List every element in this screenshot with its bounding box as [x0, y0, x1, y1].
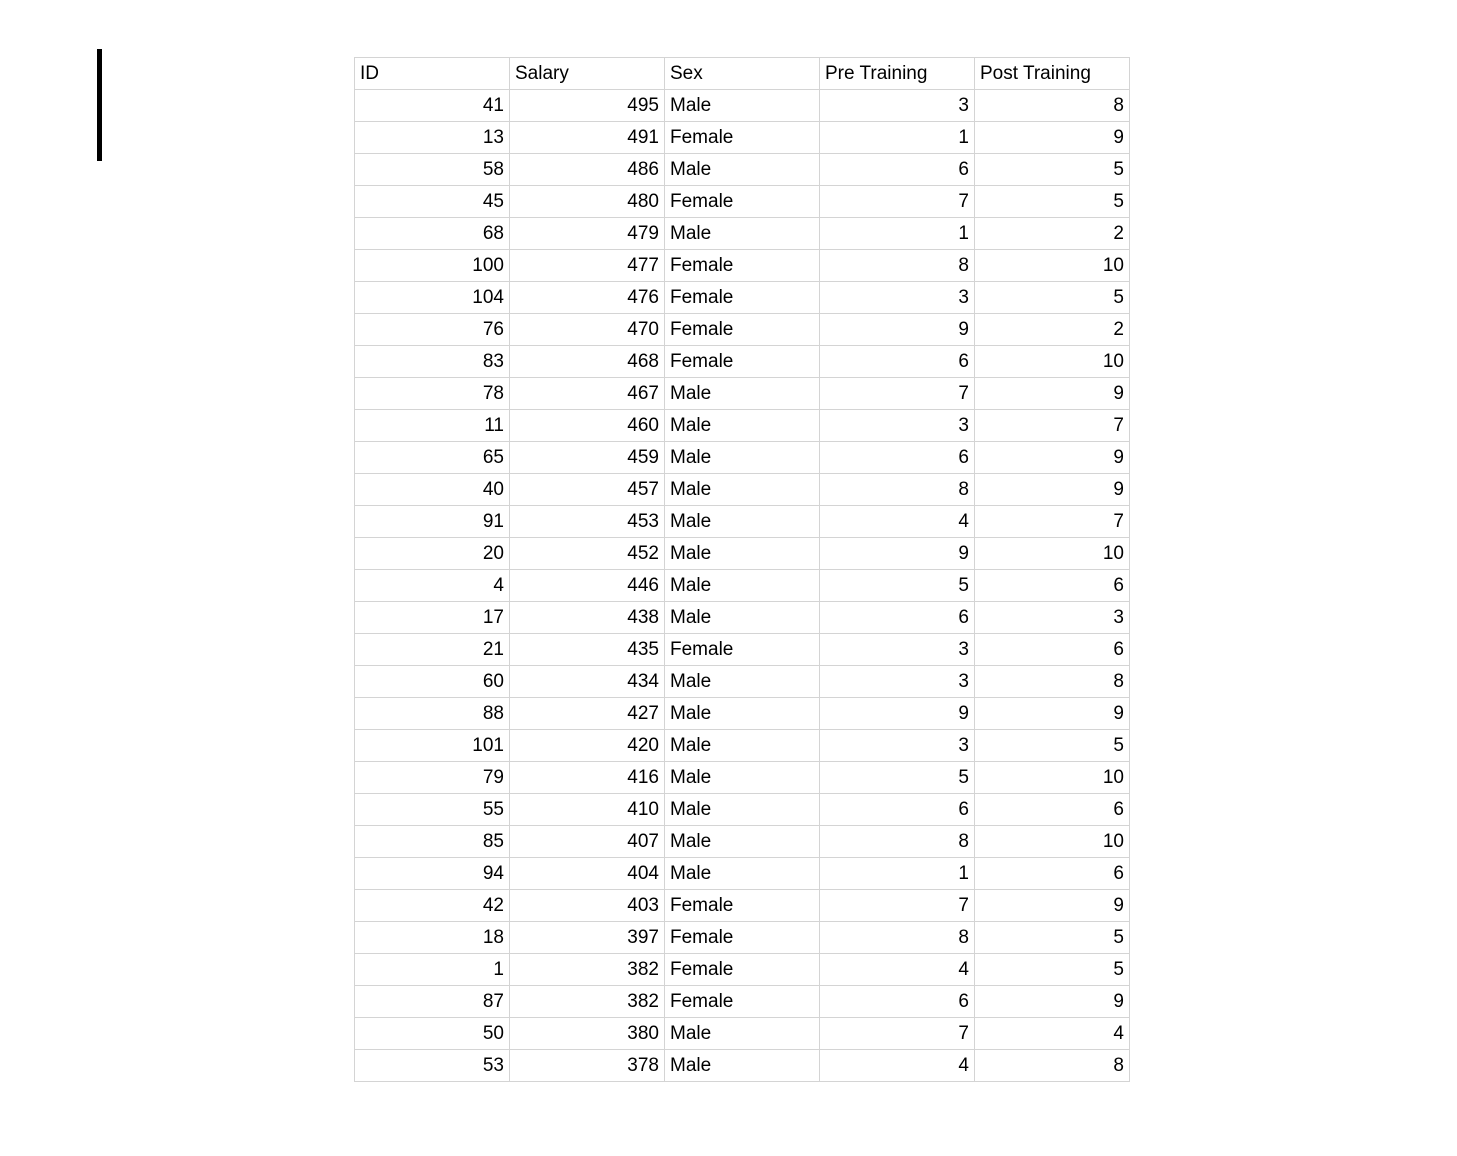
pre-training-cell[interactable]: 4	[820, 1050, 975, 1082]
sex-cell[interactable]: Male	[665, 826, 820, 858]
post-training-cell[interactable]: 10	[975, 826, 1130, 858]
pre-training-cell[interactable]: 3	[820, 90, 975, 122]
id-cell[interactable]: 11	[355, 410, 510, 442]
salary-cell[interactable]: 457	[510, 474, 665, 506]
pre-training-cell[interactable]: 7	[820, 890, 975, 922]
pre-training-cell[interactable]: 8	[820, 826, 975, 858]
pre-training-cell[interactable]: 8	[820, 474, 975, 506]
post-training-cell[interactable]: 6	[975, 858, 1130, 890]
id-cell[interactable]: 65	[355, 442, 510, 474]
table-row	[355, 762, 1130, 794]
salary-cell[interactable]: 382	[510, 954, 665, 986]
post-training-cell[interactable]: 9	[975, 986, 1130, 1018]
salary-cell[interactable]: 420	[510, 730, 665, 762]
pre-training-cell[interactable]: 6	[820, 602, 975, 634]
table-row	[355, 506, 1130, 538]
sex-cell[interactable]: Male	[665, 474, 820, 506]
post-training-cell[interactable]: 5	[975, 954, 1130, 986]
pre-training-cell[interactable]: 1	[820, 218, 975, 250]
id-cell[interactable]: 101	[355, 730, 510, 762]
table-row	[355, 890, 1130, 922]
table-row	[355, 922, 1130, 954]
id-cell[interactable]: 60	[355, 666, 510, 698]
salary-cell[interactable]: 382	[510, 986, 665, 1018]
post-training-cell[interactable]: 5	[975, 282, 1130, 314]
id-cell[interactable]: 91	[355, 506, 510, 538]
salary-cell[interactable]: 467	[510, 378, 665, 410]
post-training-cell[interactable]: 7	[975, 506, 1130, 538]
table-row	[355, 602, 1130, 634]
post-training-cell[interactable]: 10	[975, 250, 1130, 282]
pre-training-cell[interactable]: 3	[820, 666, 975, 698]
sex-cell[interactable]: Male	[665, 570, 820, 602]
post-training-cell[interactable]: 9	[975, 698, 1130, 730]
salary-cell[interactable]: 452	[510, 538, 665, 570]
table-row	[355, 794, 1130, 826]
column-header-salary[interactable]: Salary	[510, 58, 665, 90]
sex-cell[interactable]: Male	[665, 506, 820, 538]
pre-training-cell[interactable]: 9	[820, 698, 975, 730]
column-header-pre-training[interactable]: Pre Training	[820, 58, 975, 90]
pre-training-cell[interactable]: 8	[820, 922, 975, 954]
post-training-cell[interactable]: 10	[975, 538, 1130, 570]
salary-cell[interactable]: 434	[510, 666, 665, 698]
sex-cell[interactable]: Male	[665, 858, 820, 890]
sex-cell[interactable]: Female	[665, 122, 820, 154]
pre-training-cell[interactable]: 7	[820, 378, 975, 410]
sex-cell[interactable]: Male	[665, 698, 820, 730]
table-row	[355, 410, 1130, 442]
table-header	[355, 58, 1130, 90]
id-cell[interactable]: 40	[355, 474, 510, 506]
table-row	[355, 826, 1130, 858]
post-training-cell[interactable]: 8	[975, 1050, 1130, 1082]
pre-training-cell[interactable]: 6	[820, 986, 975, 1018]
table-row	[355, 666, 1130, 698]
sex-cell[interactable]: Male	[665, 378, 820, 410]
table-row	[355, 186, 1130, 218]
post-training-cell[interactable]: 4	[975, 1018, 1130, 1050]
sex-cell[interactable]: Male	[665, 602, 820, 634]
post-training-cell[interactable]: 6	[975, 634, 1130, 666]
id-cell[interactable]: 21	[355, 634, 510, 666]
sex-cell[interactable]: Male	[665, 538, 820, 570]
pre-training-cell[interactable]: 6	[820, 442, 975, 474]
table-row	[355, 90, 1130, 122]
table-row	[355, 250, 1130, 282]
sex-cell[interactable]: Female	[665, 282, 820, 314]
salary-cell[interactable]: 477	[510, 250, 665, 282]
sex-cell[interactable]: Female	[665, 954, 820, 986]
text-cursor-bar	[97, 49, 102, 161]
sex-cell[interactable]: Male	[665, 730, 820, 762]
post-training-cell[interactable]: 10	[975, 346, 1130, 378]
post-training-cell[interactable]: 9	[975, 442, 1130, 474]
pre-training-cell[interactable]: 8	[820, 250, 975, 282]
post-training-cell[interactable]: 9	[975, 474, 1130, 506]
table-body	[355, 90, 1130, 1082]
pre-training-cell[interactable]: 6	[820, 154, 975, 186]
sex-cell[interactable]: Female	[665, 634, 820, 666]
salary-cell[interactable]: 404	[510, 858, 665, 890]
table-row	[355, 698, 1130, 730]
table-row	[355, 538, 1130, 570]
salary-cell[interactable]: 453	[510, 506, 665, 538]
salary-cell[interactable]: 479	[510, 218, 665, 250]
post-training-cell[interactable]: 6	[975, 794, 1130, 826]
id-cell[interactable]: 88	[355, 698, 510, 730]
post-training-cell[interactable]: 8	[975, 90, 1130, 122]
pre-training-cell[interactable]: 4	[820, 506, 975, 538]
pre-training-cell[interactable]: 9	[820, 314, 975, 346]
id-cell[interactable]: 94	[355, 858, 510, 890]
pre-training-cell[interactable]: 3	[820, 282, 975, 314]
id-cell[interactable]: 87	[355, 986, 510, 1018]
salary-cell[interactable]: 459	[510, 442, 665, 474]
sex-cell[interactable]: Male	[665, 666, 820, 698]
id-cell[interactable]: 17	[355, 602, 510, 634]
salary-cell[interactable]: 486	[510, 154, 665, 186]
table-row	[355, 378, 1130, 410]
id-cell[interactable]: 13	[355, 122, 510, 154]
id-cell[interactable]: 85	[355, 826, 510, 858]
post-training-cell[interactable]: 10	[975, 762, 1130, 794]
sex-cell[interactable]: Male	[665, 762, 820, 794]
post-training-cell[interactable]: 6	[975, 570, 1130, 602]
sex-cell[interactable]: Male	[665, 410, 820, 442]
table-row	[355, 634, 1130, 666]
salary-cell[interactable]: 435	[510, 634, 665, 666]
post-training-cell[interactable]: 8	[975, 666, 1130, 698]
salary-cell[interactable]: 491	[510, 122, 665, 154]
post-training-cell[interactable]: 9	[975, 378, 1130, 410]
pre-training-cell[interactable]: 7	[820, 186, 975, 218]
id-cell[interactable]: 78	[355, 378, 510, 410]
id-cell[interactable]: 41	[355, 90, 510, 122]
sex-cell[interactable]: Female	[665, 986, 820, 1018]
sex-cell[interactable]: Male	[665, 1050, 820, 1082]
salary-cell[interactable]: 403	[510, 890, 665, 922]
table-row	[355, 1050, 1130, 1082]
salary-cell[interactable]: 480	[510, 186, 665, 218]
post-training-cell[interactable]: 3	[975, 602, 1130, 634]
salary-cell[interactable]: 380	[510, 1018, 665, 1050]
id-cell[interactable]: 104	[355, 282, 510, 314]
table-row	[355, 474, 1130, 506]
id-cell[interactable]: 100	[355, 250, 510, 282]
pre-training-cell[interactable]: 7	[820, 1018, 975, 1050]
id-cell[interactable]: 76	[355, 314, 510, 346]
table-row	[355, 1018, 1130, 1050]
id-cell[interactable]: 53	[355, 1050, 510, 1082]
salary-cell[interactable]: 438	[510, 602, 665, 634]
id-cell[interactable]: 50	[355, 1018, 510, 1050]
salary-cell[interactable]: 378	[510, 1050, 665, 1082]
sex-cell[interactable]: Male	[665, 218, 820, 250]
column-header-sex[interactable]: Sex	[665, 58, 820, 90]
table-row	[355, 122, 1130, 154]
pre-training-cell[interactable]: 1	[820, 122, 975, 154]
salary-cell[interactable]: 407	[510, 826, 665, 858]
post-training-cell[interactable]: 5	[975, 922, 1130, 954]
post-training-cell[interactable]: 5	[975, 186, 1130, 218]
table-row	[355, 346, 1130, 378]
post-training-cell[interactable]: 5	[975, 730, 1130, 762]
id-cell[interactable]: 68	[355, 218, 510, 250]
sex-cell[interactable]: Female	[665, 314, 820, 346]
pre-training-cell[interactable]: 6	[820, 346, 975, 378]
salary-cell[interactable]: 416	[510, 762, 665, 794]
pre-training-cell[interactable]: 3	[820, 634, 975, 666]
id-cell[interactable]: 20	[355, 538, 510, 570]
pre-training-cell[interactable]: 4	[820, 954, 975, 986]
post-training-cell[interactable]: 7	[975, 410, 1130, 442]
id-cell[interactable]: 18	[355, 922, 510, 954]
post-training-cell[interactable]: 2	[975, 218, 1130, 250]
id-cell[interactable]: 58	[355, 154, 510, 186]
salary-cell[interactable]: 410	[510, 794, 665, 826]
salary-cell[interactable]: 495	[510, 90, 665, 122]
pre-training-cell[interactable]: 1	[820, 858, 975, 890]
id-cell[interactable]: 83	[355, 346, 510, 378]
table-row	[355, 442, 1130, 474]
column-header-id[interactable]: ID	[355, 58, 510, 90]
id-cell[interactable]: 42	[355, 890, 510, 922]
sex-cell[interactable]: Male	[665, 154, 820, 186]
id-cell[interactable]: 4	[355, 570, 510, 602]
salary-cell[interactable]: 446	[510, 570, 665, 602]
post-training-cell[interactable]: 5	[975, 154, 1130, 186]
post-training-cell[interactable]: 2	[975, 314, 1130, 346]
salary-cell[interactable]: 427	[510, 698, 665, 730]
pre-training-cell[interactable]: 3	[820, 730, 975, 762]
salary-cell[interactable]: 476	[510, 282, 665, 314]
column-header-post-training[interactable]: Post Training	[975, 58, 1130, 90]
pre-training-cell[interactable]: 9	[820, 538, 975, 570]
table-row	[355, 282, 1130, 314]
table-row	[355, 570, 1130, 602]
table-row	[355, 218, 1130, 250]
id-cell[interactable]: 79	[355, 762, 510, 794]
pre-training-cell[interactable]: 5	[820, 762, 975, 794]
sex-cell[interactable]: Female	[665, 922, 820, 954]
post-training-cell[interactable]: 9	[975, 122, 1130, 154]
salary-cell[interactable]: 470	[510, 314, 665, 346]
sex-cell[interactable]: Female	[665, 186, 820, 218]
sex-cell[interactable]: Male	[665, 442, 820, 474]
salary-cell[interactable]: 468	[510, 346, 665, 378]
id-cell[interactable]: 45	[355, 186, 510, 218]
sex-cell[interactable]: Female	[665, 250, 820, 282]
table-row	[355, 730, 1130, 762]
sex-cell[interactable]: Male	[665, 794, 820, 826]
salary-cell[interactable]: 397	[510, 922, 665, 954]
pre-training-cell[interactable]: 5	[820, 570, 975, 602]
sex-cell[interactable]: Female	[665, 890, 820, 922]
header-row	[355, 58, 1130, 90]
salary-cell[interactable]: 460	[510, 410, 665, 442]
data-table	[354, 57, 1130, 1082]
id-cell[interactable]: 1	[355, 954, 510, 986]
table-row	[355, 154, 1130, 186]
sex-cell[interactable]: Male	[665, 90, 820, 122]
pre-training-cell[interactable]: 3	[820, 410, 975, 442]
sex-cell[interactable]: Female	[665, 346, 820, 378]
sex-cell[interactable]: Male	[665, 1018, 820, 1050]
table-row	[355, 314, 1130, 346]
id-cell[interactable]: 55	[355, 794, 510, 826]
table-row	[355, 954, 1130, 986]
table-row	[355, 986, 1130, 1018]
table-row	[355, 858, 1130, 890]
pre-training-cell[interactable]: 6	[820, 794, 975, 826]
post-training-cell[interactable]: 9	[975, 890, 1130, 922]
